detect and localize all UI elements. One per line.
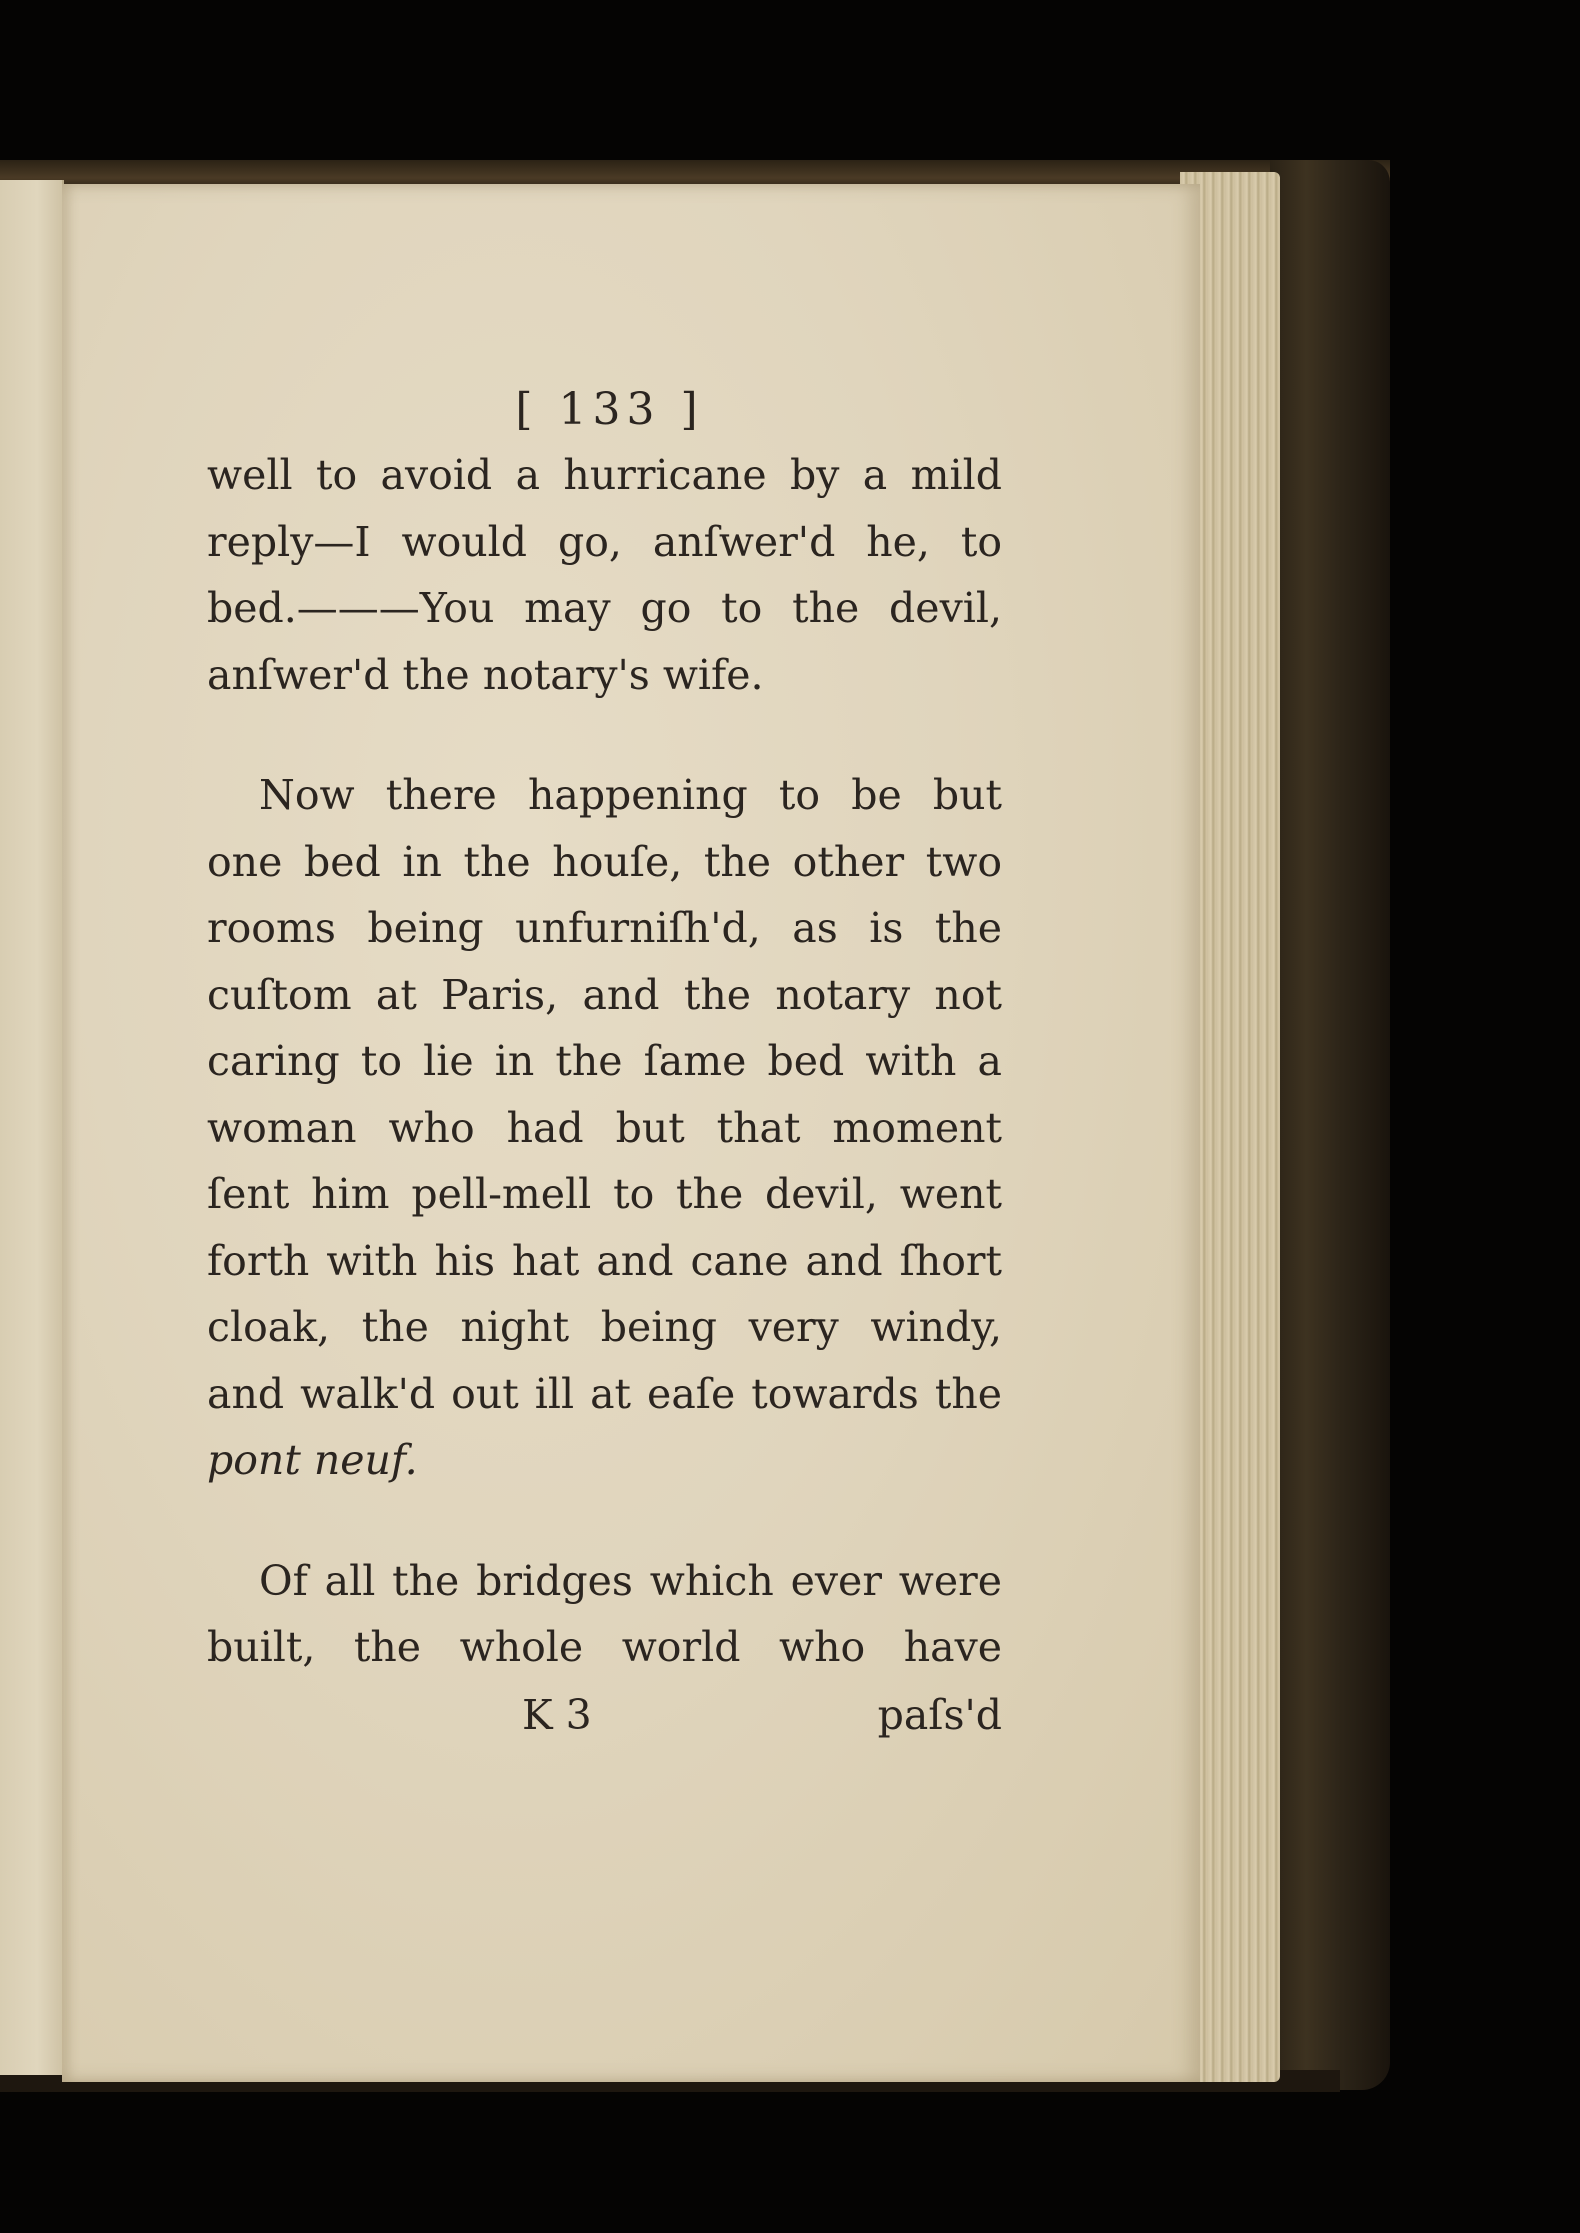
text-line: rooms being unfurniſh'd, as is the: [207, 904, 1002, 952]
catchword: paſs'd: [877, 1690, 1002, 1739]
text-line: anſwer'd the notary's wife.: [207, 650, 764, 699]
book-page: [62, 184, 1200, 2082]
book-cover-spine-edge: [1270, 160, 1390, 2090]
text-line: woman who had but that moment: [207, 1103, 1002, 1152]
text-line: Of all the bridges which ever were: [259, 1556, 1002, 1605]
page-footer: [207, 1685, 1002, 1745]
text-line: ſent him pell-mell to the devil, went: [207, 1170, 1002, 1218]
text-line: and walk'd out ill at eaſe towards the: [207, 1369, 1002, 1418]
text-line: well to avoid a hurricane by a mild: [207, 451, 1002, 499]
text-line: forth with his hat and cane and ſhort: [207, 1236, 1002, 1285]
text-line: cuſtom at Paris, and the notary not: [207, 970, 1002, 1019]
page-text-block: [207, 384, 1002, 1745]
paragraph-3: [207, 1548, 1002, 1681]
text-line: Now there happening to be but: [259, 771, 1002, 819]
text-line: one bed in the houſe, the other two: [207, 837, 1002, 886]
paragraph-2: [207, 762, 1002, 1494]
facing-page-edge: [0, 180, 64, 2075]
paragraph-1: [207, 442, 1002, 708]
text-line: built, the whole world who have: [207, 1623, 1002, 1671]
signature-mark: K 3: [522, 1690, 592, 1739]
paragraph-gap: [207, 1494, 1002, 1548]
text-line: bed.———You may go to the devil,: [207, 584, 1002, 632]
text-line-italic: pont neuf.: [207, 1436, 418, 1484]
text-line: cloak, the night being very windy,: [207, 1303, 1002, 1351]
paragraph-gap: [207, 708, 1002, 762]
text-line: caring to lie in the ſame bed with a: [207, 1037, 1002, 1085]
page-number-header: [ 133 ]: [515, 384, 704, 435]
text-line: reply—I would go, anſwer'd he, to: [207, 517, 1002, 566]
